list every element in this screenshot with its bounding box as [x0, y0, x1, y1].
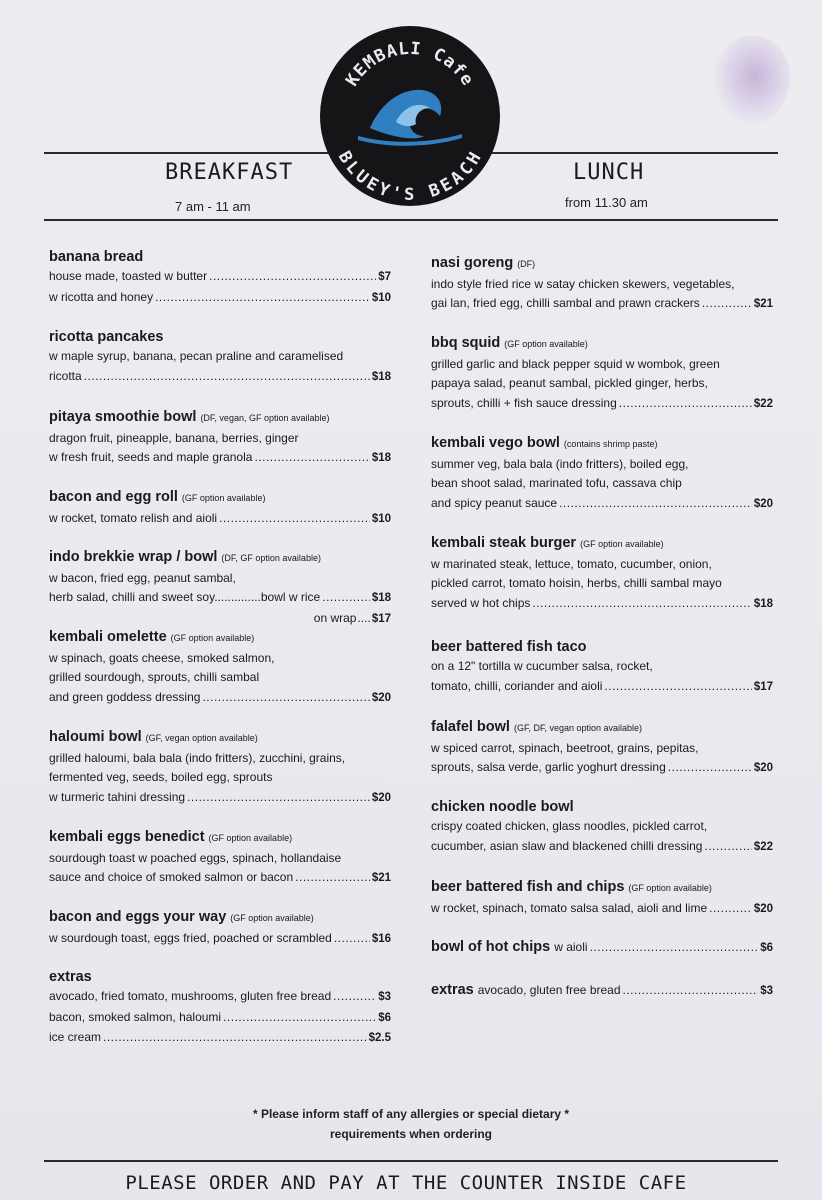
logo-top-text: KEMBALI Cafe: [342, 38, 478, 90]
menu-item-line: [431, 677, 773, 698]
menu-item-header: [431, 938, 773, 959]
footer-rule: [44, 1160, 778, 1162]
menu-item-note: (DF, GF option available): [221, 553, 321, 563]
menu-item-description: w fresh fruit, seeds and maple granola: [49, 450, 253, 464]
menu-item-description: dragon fruit, pineapple, banana, berries, ginger: [49, 430, 299, 445]
menu-item-description: w rocket, tomato relish and aioli: [49, 510, 218, 525]
menu-item-line: [49, 668, 391, 688]
menu-item-name: beer battered fish and chips: [431, 879, 625, 895]
menu-item: [49, 728, 391, 808]
menu-item-line: [431, 494, 773, 515]
menu-item-name: extras: [49, 969, 92, 985]
menu-item-note: (GF option available): [230, 913, 314, 923]
menu-item-line: [431, 394, 773, 415]
dot-leader: [84, 367, 370, 387]
menu-item-line: [431, 758, 773, 779]
dot-leader: [155, 288, 370, 308]
menu-item: [49, 488, 391, 529]
menu-item-line: [49, 429, 391, 449]
menu-item-description: crispy coated chicken, glass noodles, pickled carrot,: [431, 819, 708, 833]
menu-item-line: [49, 347, 391, 367]
menu-item-line: [49, 609, 391, 630]
menu-item: [431, 638, 773, 697]
menu-item-description: w sourdough toast, eggs fried, poached or scrambled: [49, 930, 332, 945]
menu-item-price: $21: [371, 872, 391, 884]
menu-item-header: [49, 628, 391, 649]
menu-item-description: indo style fried rice w satay chicken skewers, vegetables,: [431, 276, 735, 291]
menu-item-description: w marinated steak, lettuce, tomato, cucumber, onion,: [431, 556, 712, 571]
menu-item-description: ice cream: [49, 1030, 102, 1044]
dot-leader: [334, 929, 370, 949]
menu-item-line: [49, 1008, 391, 1029]
menu-item-header: [49, 908, 391, 929]
menu-item-note: (contains shrimp paste): [563, 439, 658, 449]
menu-item-header: [431, 434, 773, 455]
menu-item-note: (GF option available): [170, 633, 255, 643]
menu-item-header: [431, 638, 773, 657]
menu-item: [431, 878, 773, 919]
menu-item-name: bacon and eggs your way: [49, 909, 227, 925]
menu-item-line: [49, 987, 391, 1008]
allergy-note-line1: * Please inform staff of any allergies or special dietary *: [252, 1107, 570, 1121]
dot-leader: [295, 868, 370, 888]
dot-leader: [202, 688, 369, 708]
menu-item-line: [49, 768, 391, 788]
menu-item-header: [49, 828, 391, 849]
menu-item-description: sauce and choice of smoked salmon or bacon: [49, 870, 294, 884]
menu-item-line: [49, 688, 391, 709]
menu-item-description: and green goddess dressing: [49, 689, 201, 704]
menu-item: [431, 334, 773, 414]
kembali-logo: [318, 24, 502, 208]
menu-item-description: on wrap: [313, 610, 357, 625]
menu-item-note: (GF option available): [208, 833, 293, 843]
menu-item-line: [49, 649, 391, 669]
menu-item-description: w rocket, spinach, tomato salsa salad, aioli and lime: [431, 900, 708, 915]
menu-item-line: [431, 899, 773, 920]
menu-item-description: grilled sourdough, sprouts, chilli sambal: [49, 670, 260, 684]
menu-item-line: [49, 569, 391, 589]
menu-item-description: summer veg, bala bala (indo fritters), boiled egg,: [431, 456, 689, 471]
menu-item-line: [431, 594, 773, 615]
menu-item-price: $3: [378, 991, 391, 1003]
menu-item-header: [431, 981, 773, 1002]
menu-item-price: $22: [753, 840, 773, 853]
menu-item-line: [49, 868, 391, 889]
menu-item-price: $20: [371, 691, 391, 704]
dot-leader: [709, 899, 752, 919]
menu-item-price: $17: [371, 612, 391, 625]
menu-item-description: sprouts, salsa verde, garlic yoghurt dressing: [431, 760, 666, 774]
menu-item-description: pickled carrot, tomato hoisin, herbs, chilli sambal mayo: [431, 576, 722, 590]
menu-item-line: [431, 555, 773, 575]
menu-item-header: [431, 334, 773, 355]
menu-item-note: (DF, vegan, GF option available): [200, 413, 330, 423]
menu-item-header: [431, 798, 773, 817]
menu-item-description: w maple syrup, banana, pecan praline and caramelised: [49, 349, 344, 363]
menu-item-note: (GF option available): [580, 539, 664, 549]
menu-item-price: $17: [753, 680, 773, 693]
menu-item-price: $3: [760, 985, 773, 997]
menu-item-description: grilled haloumi, bala bala (indo fritters), zucchini, grains,: [49, 750, 346, 765]
menu-item-header: [431, 534, 773, 555]
breakfast-hours: 7 am - 11 am: [175, 199, 251, 214]
menu-item-note: (DF): [517, 259, 536, 269]
menu-item-line: [431, 574, 773, 594]
menu-item: [49, 248, 391, 308]
menu-item: [431, 938, 773, 959]
menu-item-price: $2.5: [368, 1032, 391, 1044]
menu-item-line: [431, 837, 773, 858]
menu-item-description: w ricotta and honey: [49, 289, 154, 304]
menu-item-name: chicken noodle bowl: [431, 799, 574, 815]
menu-item: [49, 328, 391, 387]
dot-leader: [103, 1028, 367, 1048]
menu-item-name: bowl of hot chips: [431, 939, 551, 955]
lunch-hours: from 11.30 am: [565, 195, 648, 210]
menu-item-header: [49, 328, 391, 347]
menu-item-line: [49, 849, 391, 869]
menu-item-price: $21: [753, 298, 773, 310]
dot-leader: [209, 267, 376, 287]
menu-item-header: [431, 718, 773, 739]
menu-item-description: avocado, fried tomato, mushrooms, gluten free bread: [49, 989, 332, 1003]
menu-item-header: [49, 548, 391, 569]
menu-item-line: [49, 367, 391, 388]
menu-item-inline-desc: avocado, gluten free bread: [477, 983, 621, 997]
dot-leader: [223, 1008, 376, 1028]
logo-bottom-text: BLUEY'S BEACH: [333, 147, 487, 205]
lunch-title: LUNCH: [573, 160, 645, 185]
dot-leader: [702, 294, 752, 314]
menu-item-name: pitaya smoothie bowl: [49, 409, 197, 425]
dot-leader: [668, 758, 752, 778]
breakfast-title: BREAKFAST: [165, 160, 294, 185]
menu-item-price: $18: [371, 370, 391, 383]
menu-item-header: [49, 728, 391, 749]
menu-item-name: bbq squid: [431, 335, 501, 351]
menu-item-line: [49, 788, 391, 809]
menu-item: [49, 908, 391, 949]
menu-item-price: $20: [371, 791, 391, 804]
menu-item-description: cucumber, asian slaw and blackened chilli dressing: [431, 838, 703, 853]
dot-leader: [333, 987, 376, 1007]
allergy-note-line2: requirements when ordering: [329, 1127, 493, 1141]
menu-item-name: bacon and egg roll: [49, 489, 178, 505]
menu-item-description: w spiced carrot, spinach, beetroot, grains, pepitas,: [431, 740, 699, 755]
menu-item-line: [49, 448, 391, 469]
dot-leader: [219, 509, 370, 529]
menu-item: [431, 434, 773, 514]
menu-item-price: $20: [753, 902, 773, 915]
menu-item-line: [49, 1028, 391, 1049]
menu-item-description: grilled garlic and black pepper squid w wombok, green: [431, 356, 720, 371]
menu-item-price: $16: [371, 932, 391, 945]
menu-item-description: herb salad, chilli and sweet soy..............bowl w rice: [49, 590, 321, 604]
menu-item: [49, 548, 391, 629]
menu-item-line: [49, 749, 391, 769]
menu-item-price: $18: [371, 452, 391, 464]
menu-item-description: w spinach, goats cheese, smoked salmon,: [49, 650, 275, 665]
dot-leader: [704, 837, 751, 857]
menu-item-price: $18: [371, 592, 391, 604]
menu-item: [431, 534, 773, 614]
menu-item-line: [49, 267, 391, 288]
menu-item-name: ricotta pancakes: [49, 329, 164, 345]
menu-item: [49, 968, 391, 1049]
menu-item-description: sourdough toast w poached eggs, spinach, hollandaise: [49, 850, 342, 865]
menu-item-description: w bacon, fried egg, peanut sambal,: [49, 570, 236, 585]
paper-stain: [712, 36, 790, 126]
menu-item-header: [431, 878, 773, 899]
menu-item-description: bacon, smoked salmon, haloumi: [49, 1009, 222, 1024]
menu-item-line: [431, 817, 773, 837]
dot-leader: [559, 494, 752, 514]
menu-item: [431, 798, 773, 857]
header-bottom-rule: [44, 219, 778, 221]
menu-item-header: [49, 248, 391, 267]
menu-item-description: served w hot chips: [431, 595, 531, 610]
menu-item-price: $22: [753, 397, 773, 410]
menu-item-price: $7: [378, 271, 391, 283]
menu-item-name: beer battered fish taco: [431, 639, 587, 655]
menu-item-description: papaya salad, peanut sambal, pickled ginger, herbs,: [431, 376, 708, 390]
menu-item-price: $10: [371, 291, 391, 304]
menu-item-price: $6: [378, 1011, 391, 1024]
menu-item-description: and spicy peanut sauce: [431, 495, 558, 510]
dot-leader: [322, 588, 370, 608]
menu-item-line: [431, 474, 773, 494]
menu-item-line: [49, 588, 391, 609]
menu-item-header: [49, 968, 391, 987]
menu-item-price: $6: [760, 942, 773, 954]
menu-item-name: banana bread: [49, 249, 144, 265]
menu-item-description: on a 12" tortilla w cucumber salsa, rocket,: [431, 659, 653, 673]
menu-item-name: falafel bowl: [431, 719, 510, 735]
menu-item-inline-desc: w aioli: [554, 940, 588, 954]
menu-item-name: kembali omelette: [49, 629, 167, 645]
menu-item-name: nasi goreng: [431, 255, 514, 271]
menu-item-header: [431, 254, 773, 275]
dot-leader: [187, 788, 370, 808]
dot-leader: [604, 677, 751, 697]
dot-leader: ....: [357, 610, 371, 625]
menu-item: [431, 718, 773, 779]
dot-leader: [254, 448, 369, 468]
menu-item-header: [49, 408, 391, 429]
menu-item-header: [49, 488, 391, 509]
menu-item-description: sprouts, chilli + fish sauce dressing: [431, 395, 617, 410]
dot-leader: [619, 394, 752, 414]
menu-item-price: $18: [753, 597, 773, 610]
menu-item-description: w turmeric tahini dressing: [49, 789, 186, 804]
menu-item-line: [431, 275, 773, 295]
menu-item-note: (GF, vegan option available): [145, 733, 258, 743]
menu-item-line: [431, 657, 773, 677]
menu-item-line: [431, 355, 773, 375]
menu-item: [431, 254, 773, 315]
dot-leader: [590, 938, 759, 958]
menu-item-price: $20: [753, 762, 773, 774]
menu-item-note: (GF option available): [628, 883, 712, 893]
menu-item-description: house made, toasted w butter: [49, 269, 208, 283]
menu-item-line: [49, 509, 391, 530]
order-note: PLEASE ORDER AND PAY AT THE COUNTER INSIDE CAFE: [125, 1172, 687, 1194]
menu-item-description: tomato, chilli, coriander and aioli: [431, 678, 603, 693]
menu-item-description: gai lan, fried egg, chilli sambal and prawn crackers: [431, 296, 700, 310]
menu-item-line: [431, 455, 773, 475]
menu-item-line: [431, 294, 773, 315]
menu-item-name: extras: [431, 982, 474, 998]
menu-item-line: [49, 288, 391, 309]
menu-item-name: haloumi bowl: [49, 729, 142, 745]
dot-leader: [623, 981, 759, 1001]
menu-item-description: ricotta: [49, 368, 82, 383]
menu-item-description: fermented veg, seeds, boiled egg, sprouts: [49, 770, 273, 784]
menu-item-line: [49, 929, 391, 950]
menu-item: [49, 628, 391, 708]
menu-item-line: [431, 739, 773, 759]
menu-item-price: $20: [753, 497, 773, 510]
menu-item-line: [431, 374, 773, 394]
menu-item-note: (GF, DF, vegan option available): [513, 723, 643, 733]
menu-item-note: (GF option available): [181, 493, 266, 503]
menu-item-name: indo brekkie wrap / bowl: [49, 549, 218, 565]
menu-item-note: (GF option available): [504, 339, 588, 349]
menu-item: [431, 981, 773, 1002]
menu-item-name: kembali steak burger: [431, 535, 577, 551]
menu-item: [49, 828, 391, 889]
menu-item: [49, 408, 391, 469]
menu-item-name: kembali vego bowl: [431, 435, 560, 451]
dot-leader: [532, 594, 751, 614]
menu-item-name: kembali eggs benedict: [49, 829, 205, 845]
menu-item-price: $10: [371, 512, 391, 525]
menu-item-description: bean shoot salad, marinated tofu, cassava chip: [431, 476, 682, 490]
